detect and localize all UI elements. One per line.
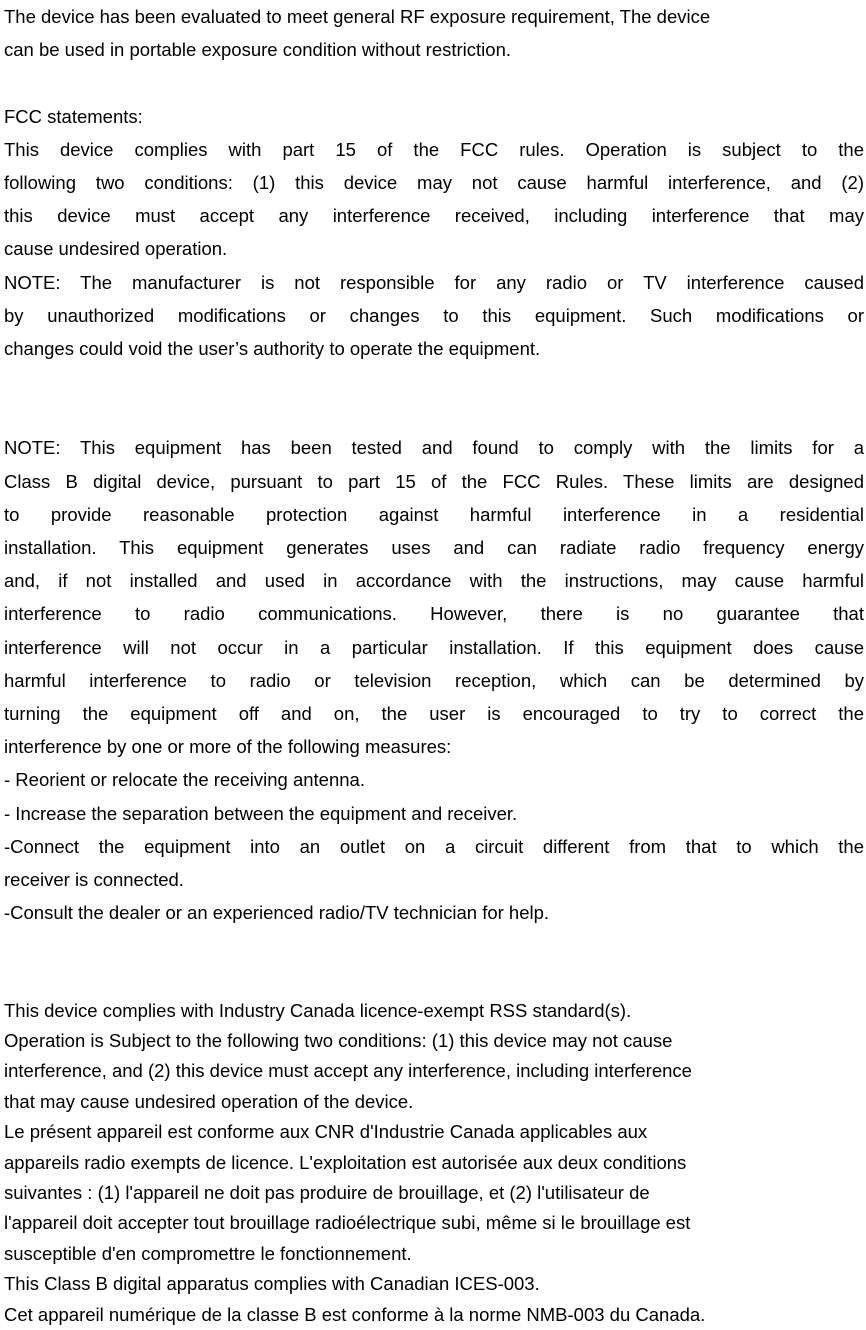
canada-statement-line: l'appareil doit accepter tout brouillage radioélectrique subi, même si le brouillage est [4,1212,691,1234]
fcc-part15-paragraph [4,133,864,266]
fcc-note-classb-line: Class B digital device, pursuant to part 15 of the FCC Rules. These limits are designed [4,470,864,492]
document-page [4,0,864,1330]
fcc-note-classb-paragraph [4,431,864,763]
canada-statement-paragraph [4,996,864,1330]
fcc-part15-line: following two conditions: (1) this device may not cause harmful interference, and (2) [4,171,864,193]
fcc-note-manufacturer-line: NOTE: The manufacturer is not responsible for any radio or TV interference caused [4,271,864,293]
canada-statement-line: This device complies with Industry Canada licence-exempt RSS standard(s). [4,999,632,1021]
fcc-heading: FCC statements: [4,105,143,127]
fcc-measure-item: -Connect the equipment into an outlet on a circuit different from that to which the [4,835,864,857]
rf-exposure-line: can be used in portable exposure condition without restriction. [4,39,511,61]
fcc-measure-item: - Increase the separation between the equipment and receiver. [4,802,518,824]
fcc-measure-item: receiver is connected. [4,868,184,890]
fcc-note-classb-line: installation. This equipment generates uses and can radiate radio frequency energy [4,537,864,559]
rf-exposure-line: The device has been evaluated to meet general RF exposure requirement, The device [4,6,711,27]
fcc-measure-item: -Consult the dealer or an experienced radio/TV technician for help. [4,902,550,924]
canada-statement-line: interference, and (2) this device must accept any interference, including interference [4,1060,692,1082]
fcc-note-classb-line: NOTE: This equipment has been tested and found to comply with the limits for a [4,437,864,459]
fcc-part15-line: this device must accept any interference received, including interference that may [4,205,864,227]
fcc-note-classb-line: and, if not installed and used in accordance with the instructions, may cause harmful [4,570,864,592]
canada-statement-line: susceptible d'en compromettre le fonctionnement. [4,1242,412,1264]
fcc-note-manufacturer-paragraph [4,266,864,366]
canada-statement-line: This Class B digital apparatus complies with Canadian ICES-003. [4,1273,540,1295]
canada-statement-line: Le présent appareil est conforme aux CNR d'Industrie Canada applicables aux [4,1121,648,1143]
fcc-note-classb-line: harmful interference to radio or television reception, which can be determined by [4,669,864,691]
fcc-measure-item: - Reorient or relocate the receiving antenna. [4,769,365,791]
fcc-part15-line: This device complies with part 15 of the FCC rules. Operation is subject to the [4,138,864,160]
canada-statement-line: Operation is Subject to the following two conditions: (1) this device may not cause [4,1030,673,1052]
fcc-part15-line: cause undesired operation. [4,238,228,260]
fcc-note-classb-line: interference will not occur in a particular installation. If this equipment does cause [4,636,864,658]
canada-statement-line: suivantes : (1) l'appareil ne doit pas produire de brouillage, et (2) l'utilisateur de [4,1182,650,1203]
rf-exposure-paragraph [4,0,864,66]
fcc-note-classb-line: to provide reasonable protection against harmful interference in a residential [4,503,864,525]
canada-statement-line: appareils radio exempts de licence. L'exploitation est autorisée aux deux conditions [4,1151,687,1173]
canada-statement-line: Cet appareil numérique de la classe B est conforme à la norme NMB-003 du Canada. [4,1303,706,1325]
fcc-note-classb-line: interference to radio communications. However, there is no guarantee that [4,603,864,625]
fcc-note-manufacturer-line: changes could void the user’s authority to operate the equipment. [4,337,541,359]
fcc-measures-list [4,763,864,929]
fcc-note-classb-line: turning the equipment off and on, the user is encouraged to try to correct the [4,702,864,724]
fcc-note-classb-line: interference by one or more of the following measures: [4,736,452,758]
canada-statement-line: that may cause undesired operation of the device. [4,1090,414,1112]
fcc-note-manufacturer-line: by unauthorized modifications or changes to this equipment. Such modifications or [4,304,864,326]
